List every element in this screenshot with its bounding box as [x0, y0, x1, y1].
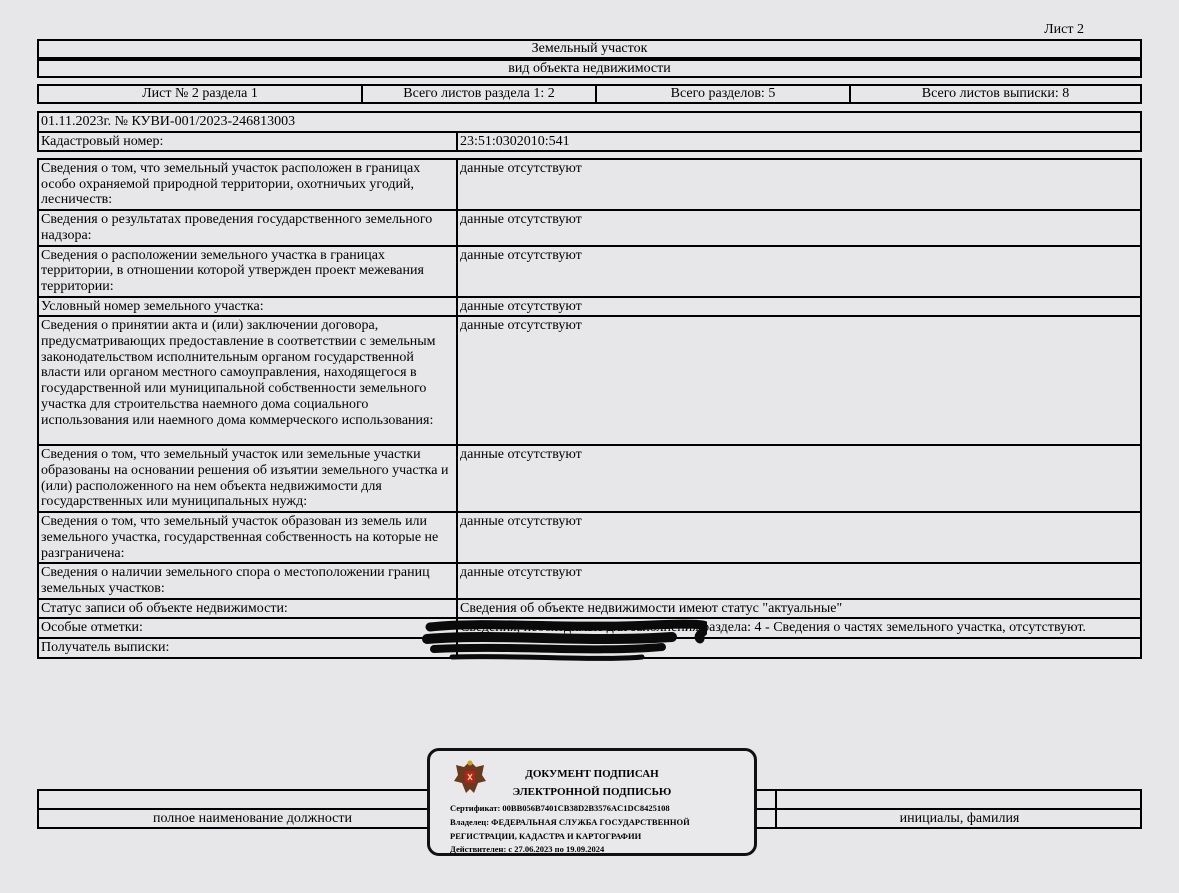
table-row — [38, 599, 1141, 619]
row-value: данные отсутствуют — [457, 297, 1141, 317]
row-label: Условный номер земельного участка: — [38, 297, 457, 317]
land-plot-info-table — [37, 158, 1142, 659]
row-label: Сведения о результатах проведения государственного земельного надзора: — [38, 210, 457, 245]
row-value: данные отсутствуют — [457, 445, 1141, 512]
row-value: данные отсутствуют — [457, 316, 1141, 445]
sheet-number: Лист 2 — [1044, 22, 1084, 37]
stamp-certificate: Сертификат: 00BB056B7401CB38D2B3576AC1DC8425108 — [450, 803, 670, 813]
stamp-owner: Владелец: ФЕДЕРАЛЬНАЯ СЛУЖБА ГОСУДАРСТВЕННОЙ — [450, 817, 690, 827]
row-label: Сведения о том, что земельный участок образован из земель или земельного участка, государственная собственность на которые не разграничена: — [38, 512, 457, 563]
row-value: данные отсутствуют — [457, 563, 1141, 598]
object-type-subtitle: вид объекта недвижимости — [37, 59, 1142, 78]
table-row — [38, 210, 1141, 245]
stamp-validity: Действителен: с 27.06.2023 по 19.09.2024 — [450, 844, 605, 854]
row-label: Сведения о том, что земельный участок расположен в границах особо охраняемой природной территории, охотничьих угодий, лесничеств: — [38, 159, 457, 210]
e-signature-stamp — [427, 748, 757, 856]
row-value: данные отсутствуют — [457, 210, 1141, 245]
table-row — [38, 297, 1141, 317]
table-row — [38, 512, 1141, 563]
row-value: Сведения, необходимые для заполнения раздела: 4 - Сведения о частях земельного участка, отсутствуют. — [457, 618, 1141, 638]
row-value: данные отсутствуют — [457, 512, 1141, 563]
row-label: Сведения о наличии земельного спора о местоположении границ земельных участков: — [38, 563, 457, 598]
row-label: Сведения о расположении земельного участка в границах территории, в отношении которой утвержден проект межевания территории: — [38, 246, 457, 297]
row-value: данные отсутствуют — [457, 246, 1141, 297]
extract-number: 01.11.2023г. № КУВИ-001/2023-246813003 — [38, 112, 1141, 132]
row-label: Статус записи об объекте недвижимости: — [38, 599, 457, 619]
table-row — [38, 445, 1141, 512]
section-sheets-total: Всего листов раздела 1: 2 — [361, 84, 597, 104]
sections-total: Всего разделов: 5 — [595, 84, 851, 104]
cadastral-number-value: 23:51:0302010:541 — [457, 132, 1141, 152]
extract-header-table — [37, 111, 1142, 152]
section-sheet-number: Лист № 2 раздела 1 — [37, 84, 363, 104]
stamp-title: ДОКУМЕНТ ПОДПИСАН — [525, 768, 659, 780]
stamp-subtitle: ЭЛЕКТРОННОЙ ПОДПИСЬЮ — [512, 786, 672, 798]
sheet-info-row — [37, 84, 1142, 104]
extract-sheets-total: Всего листов выписки: 8 — [849, 84, 1142, 104]
row-value: данные отсутствуют — [457, 159, 1141, 210]
redaction-scribble — [422, 617, 707, 667]
row-value: Сведения об объекте недвижимости имеют статус "актуальные" — [457, 599, 1141, 619]
table-row — [38, 159, 1141, 210]
table-row — [38, 246, 1141, 297]
name-caption: инициалы, фамилия — [899, 811, 1020, 826]
row-label: Особые отметки: — [38, 618, 457, 638]
cadastral-number-label: Кадастровый номер: — [38, 132, 457, 152]
table-row — [38, 563, 1141, 598]
table-row — [38, 316, 1141, 445]
row-label: Сведения о том, что земельный участок или земельные участки образованы на основании решения об изъятии земельного участка и (или) расположенного на нем объекта недвижимости для государственных или муниципальных нужд: — [38, 445, 457, 512]
row-label: Получатель выписки: — [38, 638, 457, 658]
object-title: Земельный участок — [37, 39, 1142, 59]
stamp-owner-continued: РЕГИСТРАЦИИ, КАДАСТРА И КАРТОГРАФИИ — [450, 831, 642, 841]
row-label: Сведения о принятии акта и (или) заключении договора, предусматривающих предоставление в соответствии с земельным законодательством исполнительным органом государственной власти или органом местного самоуправления, находящегося в государственной или муниципальной собственности земельного участка для строительства наемного дома социального использования или наемного дома коммерческого использования: — [38, 316, 457, 445]
position-caption: полное наименование должности — [152, 811, 353, 826]
